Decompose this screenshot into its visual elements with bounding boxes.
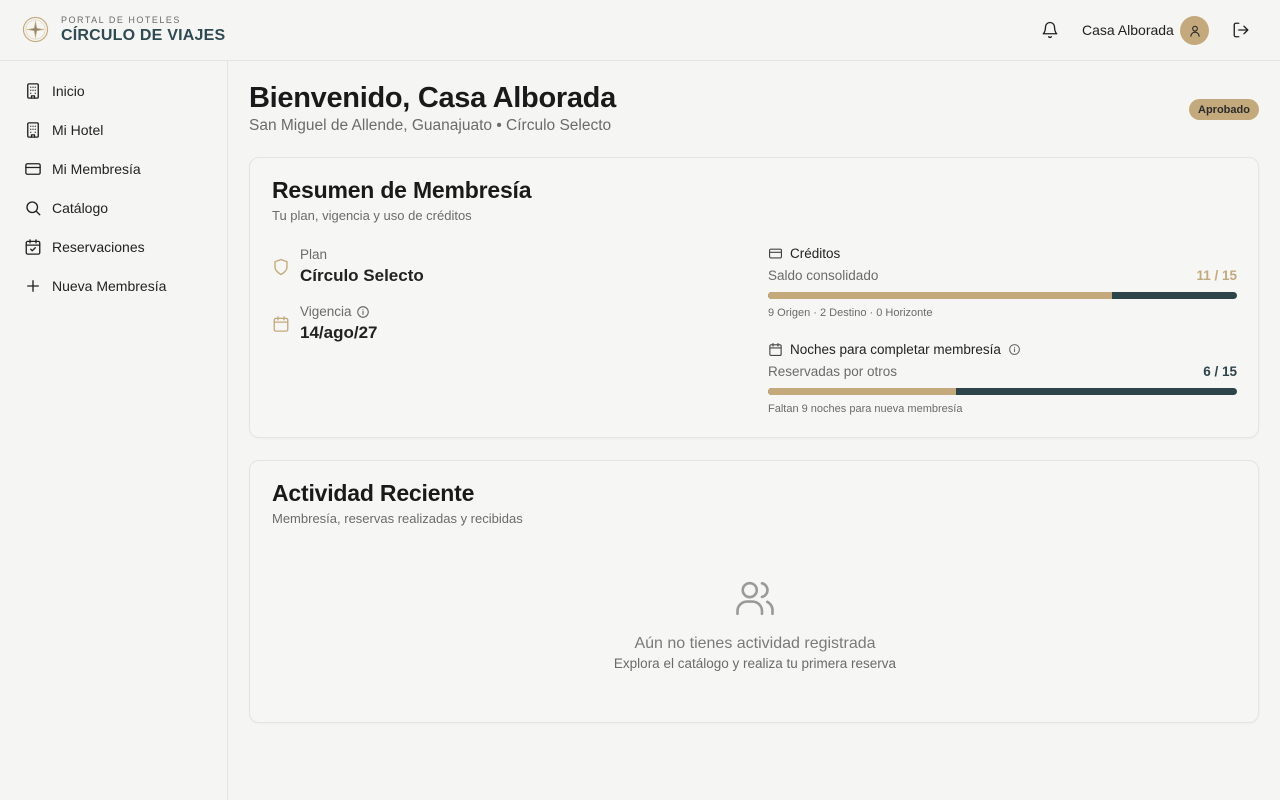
search-icon (24, 199, 42, 217)
building-icon (24, 121, 42, 139)
sidebar-item-mi-membresia[interactable] (16, 153, 212, 185)
membership-card-subtitle: Tu plan, vigencia y uso de créditos (272, 208, 472, 223)
info-icon[interactable] (1008, 343, 1021, 356)
building-icon (24, 82, 42, 100)
calendar-check-icon (24, 238, 42, 256)
credits-heading (768, 246, 840, 261)
credits-breakdown: 9 Origen · 2 Destino · 0 Horizonte (768, 307, 933, 319)
credits-row-label: Saldo consolidado (768, 268, 879, 283)
logout-icon[interactable] (1232, 21, 1250, 39)
status-badge: Aprobado (1189, 99, 1259, 120)
credit-card-icon (768, 246, 783, 261)
nights-progress-bar (768, 388, 1237, 395)
shield-icon (272, 258, 290, 276)
sidebar-item-label: Catálogo (52, 200, 109, 216)
sidebar-item-label: Mi Hotel (52, 122, 104, 138)
credits-progress-fill (768, 292, 1112, 299)
membership-summary-card (249, 157, 1259, 438)
page-title: Bienvenido, Casa Alborada (249, 82, 616, 114)
recent-activity-card (249, 460, 1259, 723)
sidebar-item-inicio[interactable] (16, 75, 212, 107)
activity-card-title: Actividad Reciente (272, 480, 475, 506)
info-icon[interactable] (356, 305, 370, 319)
sidebar-item-mi-hotel[interactable] (16, 114, 212, 146)
calendar-icon (768, 342, 783, 357)
users-icon (734, 577, 776, 619)
empty-state-title: Aún no tienes actividad registrada (634, 635, 876, 652)
user-icon (1188, 24, 1202, 38)
compass-logo-icon (22, 16, 49, 43)
credits-progress-bar (768, 292, 1237, 299)
nights-value: 6 / 15 (1203, 364, 1237, 379)
membership-card-title: Resumen de Membresía (272, 177, 532, 203)
nights-note: Faltan 9 noches para nueva membresía (768, 403, 963, 415)
sidebar-item-nueva-membresia[interactable] (16, 270, 212, 302)
plus-icon (24, 277, 42, 295)
nights-heading-label: Noches para completar membresía (790, 342, 1001, 357)
credits-heading-label: Créditos (790, 246, 841, 261)
calendar-icon (272, 315, 290, 333)
brand-title[interactable]: CÍRCULO DE VIAJES (61, 27, 226, 44)
user-name[interactable]: Casa Alborada (1082, 22, 1174, 38)
plan-value: Círculo Selecto (300, 266, 424, 285)
brand-subtitle: PORTAL DE HOTELES (61, 15, 181, 25)
avatar[interactable] (1180, 16, 1209, 45)
location-subtitle: San Miguel de Allende, Guanajuato • Círculo Selecto (249, 117, 612, 134)
bell-icon[interactable] (1041, 21, 1059, 39)
sidebar-item-catalogo[interactable] (16, 192, 212, 224)
sidebar-item-label: Inicio (52, 83, 85, 99)
credits-value: 11 / 15 (1196, 268, 1237, 283)
top-header (0, 0, 1280, 61)
credit-card-icon (24, 160, 42, 178)
sidebar-item-reservaciones[interactable] (16, 231, 212, 263)
validity-label: Vigencia (300, 304, 352, 319)
nights-row-label: Reservadas por otros (768, 364, 898, 379)
nights-progress-fill (768, 388, 956, 395)
nights-heading (768, 342, 1021, 357)
validity-value: 14/ago/27 (300, 323, 378, 342)
sidebar (0, 61, 228, 800)
sidebar-item-label: Mi Membresía (52, 161, 141, 177)
empty-state-subtitle: Explora el catálogo y realiza tu primera reserva (613, 656, 897, 671)
activity-card-subtitle: Membresía, reservas realizadas y recibidas (272, 511, 523, 526)
sidebar-item-label: Nueva Membresía (52, 278, 167, 294)
plan-label: Plan (300, 247, 328, 262)
sidebar-item-label: Reservaciones (52, 239, 145, 255)
